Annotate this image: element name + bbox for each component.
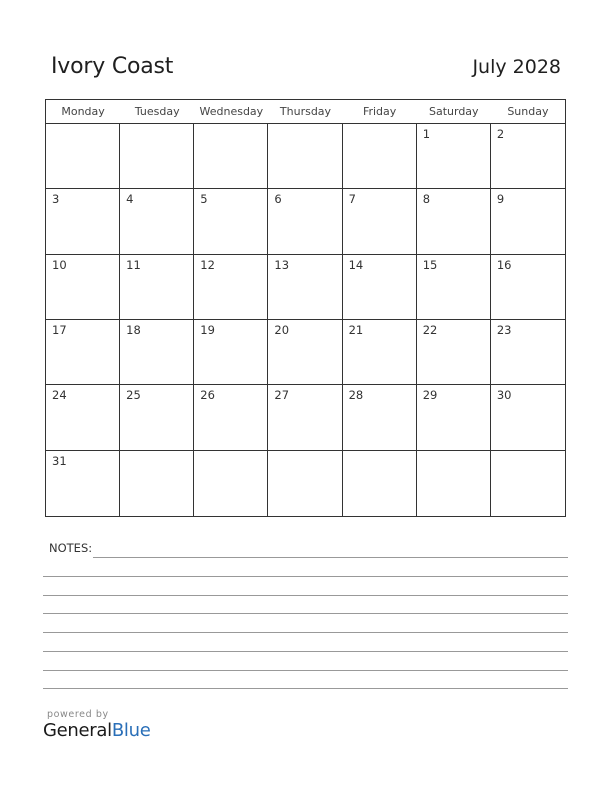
weekday-header-row bbox=[46, 100, 565, 124]
calendar-day-cell bbox=[46, 255, 120, 320]
calendar-day-cell bbox=[343, 189, 417, 254]
calendar-day-cell bbox=[268, 451, 342, 516]
note-line bbox=[93, 557, 568, 558]
calendar-day-cell bbox=[120, 385, 194, 450]
day-number: 17 bbox=[52, 323, 67, 337]
day-number: 9 bbox=[496, 192, 505, 207]
calendar-day-cell bbox=[120, 320, 194, 385]
calendar-day-cell bbox=[194, 451, 268, 516]
brand-logo bbox=[43, 720, 150, 741]
day-number: 2 bbox=[496, 127, 505, 141]
day-number: 18 bbox=[126, 323, 141, 337]
weekday-wednesday: Wednesday bbox=[199, 105, 264, 118]
calendar-day-cell bbox=[268, 255, 342, 320]
calendar-day-cell bbox=[417, 124, 491, 189]
calendar-day-cell bbox=[120, 189, 194, 254]
calendar-day-cell bbox=[491, 385, 565, 450]
day-number: 7 bbox=[348, 192, 356, 207]
day-number: 14 bbox=[348, 257, 364, 272]
weekday-friday: Friday bbox=[362, 105, 397, 118]
day-number: 15 bbox=[422, 257, 438, 272]
calendar-day-cell bbox=[120, 255, 194, 320]
calendar-day-cell bbox=[194, 189, 268, 254]
day-number: 11 bbox=[126, 257, 141, 272]
calendar-day-cell bbox=[417, 255, 491, 320]
calendar-day-cell bbox=[417, 189, 491, 254]
day-number: 29 bbox=[422, 388, 438, 403]
brand-general: General bbox=[43, 720, 112, 741]
calendar-day-cell bbox=[46, 451, 120, 516]
calendar-day-grid bbox=[46, 124, 565, 516]
weekday-thursday: Thursday bbox=[279, 105, 332, 118]
day-number: 12 bbox=[200, 257, 215, 272]
note-line bbox=[43, 688, 568, 689]
calendar-day-cell bbox=[268, 385, 342, 450]
weekday-tuesday: Tuesday bbox=[134, 105, 180, 118]
day-number: 1 bbox=[422, 127, 431, 141]
calendar-day-cell bbox=[46, 320, 120, 385]
day-number: 5 bbox=[200, 192, 208, 207]
calendar-day-cell bbox=[120, 451, 194, 516]
day-number: 8 bbox=[422, 192, 431, 207]
calendar-day-cell bbox=[194, 124, 268, 189]
calendar-day-cell bbox=[417, 451, 491, 516]
note-line bbox=[43, 632, 568, 633]
calendar-day-cell bbox=[194, 385, 268, 450]
calendar-day-cell bbox=[491, 320, 565, 385]
calendar-day-cell bbox=[268, 124, 342, 189]
day-number: 26 bbox=[200, 388, 215, 403]
month-calendar bbox=[45, 99, 566, 517]
note-line bbox=[43, 576, 568, 577]
weekday-monday: Monday bbox=[61, 105, 105, 118]
day-number: 28 bbox=[348, 388, 364, 403]
day-number: 16 bbox=[496, 257, 512, 272]
weekday-saturday: Saturday bbox=[428, 105, 479, 118]
calendar-day-cell bbox=[417, 385, 491, 450]
calendar-day-cell bbox=[268, 189, 342, 254]
calendar-day-cell bbox=[120, 124, 194, 189]
notes-label: NOTES: bbox=[49, 541, 93, 555]
calendar-day-cell bbox=[268, 320, 342, 385]
brand-blue: Blue bbox=[111, 720, 151, 741]
day-number: 6 bbox=[274, 192, 282, 207]
calendar-day-cell bbox=[194, 255, 268, 320]
calendar-day-cell bbox=[491, 189, 565, 254]
calendar-day-cell bbox=[343, 385, 417, 450]
calendar-day-cell bbox=[46, 189, 120, 254]
note-line bbox=[43, 613, 568, 614]
day-number: 19 bbox=[200, 323, 215, 337]
weekday-sunday: Sunday bbox=[507, 105, 549, 118]
powered-by-text: powered by bbox=[47, 709, 109, 720]
day-number: 21 bbox=[348, 323, 364, 337]
note-line bbox=[43, 651, 568, 652]
day-number: 23 bbox=[496, 323, 512, 337]
note-line bbox=[43, 595, 568, 596]
day-number: 4 bbox=[126, 192, 134, 207]
calendar-day-cell bbox=[46, 124, 120, 189]
day-number: 3 bbox=[52, 192, 60, 207]
day-number: 20 bbox=[274, 323, 290, 337]
calendar-day-cell bbox=[194, 320, 268, 385]
calendar-day-cell bbox=[417, 320, 491, 385]
calendar-day-cell bbox=[343, 255, 417, 320]
day-number: 10 bbox=[52, 257, 67, 272]
note-line bbox=[43, 670, 568, 671]
calendar-country-title: Ivory Coast bbox=[51, 54, 174, 79]
calendar-day-cell bbox=[46, 385, 120, 450]
calendar-month-year: July 2028 bbox=[472, 56, 561, 78]
calendar-day-cell bbox=[343, 451, 417, 516]
calendar-day-cell bbox=[343, 124, 417, 189]
calendar-day-cell bbox=[491, 451, 565, 516]
calendar-day-cell bbox=[491, 124, 565, 189]
day-number: 22 bbox=[422, 323, 438, 337]
calendar-day-cell bbox=[491, 255, 565, 320]
day-number: 30 bbox=[496, 388, 512, 403]
day-number: 27 bbox=[274, 388, 290, 403]
day-number: 24 bbox=[52, 388, 67, 403]
day-number: 25 bbox=[126, 388, 141, 403]
calendar-day-cell bbox=[343, 320, 417, 385]
day-number: 13 bbox=[274, 257, 290, 272]
day-number: 31 bbox=[52, 453, 67, 468]
